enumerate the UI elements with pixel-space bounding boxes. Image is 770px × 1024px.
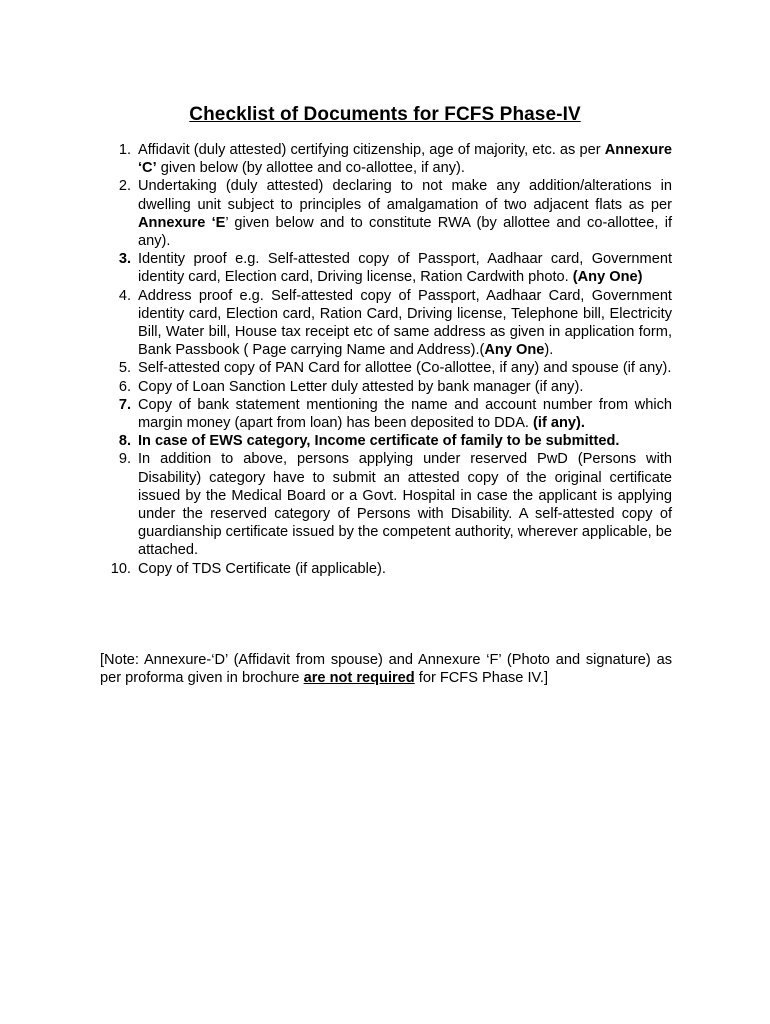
item-number: 9. [118,451,131,468]
note-emphasis: are not required [303,670,415,687]
item-number: 10. [110,560,131,577]
item-text: Address proof e.g. Self-attested copy of Passport, Aadhaar Card, Government identity card, Election card, Ration Card, Driving license, Telephone bill, Electricity Bill, Water bill, House tax receipt etc of same address as given in application form, Bank Passbook ( Page carrying Name and Address).( [138,287,672,359]
checklist-item [100,560,672,578]
item-number: 2. [118,178,131,195]
item-number: 7. [118,396,131,413]
item-text: Annexure ‘C’ [138,142,672,177]
item-text: ’ given below and to constitute RWA (by allottee and co-allottee, if any). [138,214,673,250]
item-number: 6. [118,378,131,395]
checklist-item [100,450,672,559]
checklist-item [100,432,672,450]
item-text: given below (by allottee and co-allottee, if any). [156,160,465,177]
item-number: 4. [118,287,131,304]
item-number: 3. [118,251,131,268]
checklist-item [100,177,672,250]
item-number: 1. [118,142,131,158]
item-text: ). [544,342,554,359]
item-text: Identity proof e.g. Self-attested copy of Passport, Aadhaar card, Government identity card, Election card, Driving license, Ration Cardwith photo. [138,251,672,286]
item-text: Copy of bank statement mentioning the name and account number from which margin money (apart from loan) has been deposited to DDA. [138,396,672,432]
note-text: [Note: Annexure-‘D’ (Affidavit from spouse) and Annexure ‘F’ (Photo and signature) as per proforma given in brochure [100,652,672,687]
document-checklist [100,141,672,578]
checklist-item [100,250,672,286]
checklist-item [100,141,672,177]
item-number: 5. [118,360,131,377]
item-text: Copy of TDS Certificate (if applicable). [138,560,386,577]
checklist-item [100,396,672,432]
item-number: 8. [118,433,131,450]
note-paragraph [100,651,672,687]
checklist-item [100,287,672,360]
item-text: Affidavit (duly attested) certifying citizenship, age of majority, etc. as per [138,142,605,158]
item-text: In case of EWS category, Income certificate of family to be submitted. [138,433,620,450]
item-text: (Any One) [572,269,643,286]
item-text: Annexure ‘E [138,214,226,231]
item-text: Any One [484,342,545,359]
item-text: (if any). [533,415,585,432]
page-title: Checklist of Documents for FCFS Phase-IV [189,104,581,125]
item-text: Self-attested copy of PAN Card for allottee (Co-allottee, if any) and spouse (if any). [138,360,672,377]
checklist-item [100,378,672,396]
item-text: Undertaking (duly attested) declaring to not make any addition/alterations in dwelling unit subject to principles of amalgamation of two adjacent flats as per [138,178,672,213]
checklist-item [100,359,672,377]
item-text: Copy of Loan Sanction Letter duly attested by bank manager (if any). [138,378,584,395]
item-text: In addition to above, persons applying under reserved PwD (Persons with Disability) category have to submit an attested copy of the original certificate issued by the Medical Board or a Govt. Hospital in case the applicant is applying under the reserved category of Persons with Disability. A self-attested copy of guardianship certificate issued by the competent authority, wherever applicable, be attached. [138,451,672,559]
note-text-end: for FCFS Phase IV.] [414,670,549,687]
